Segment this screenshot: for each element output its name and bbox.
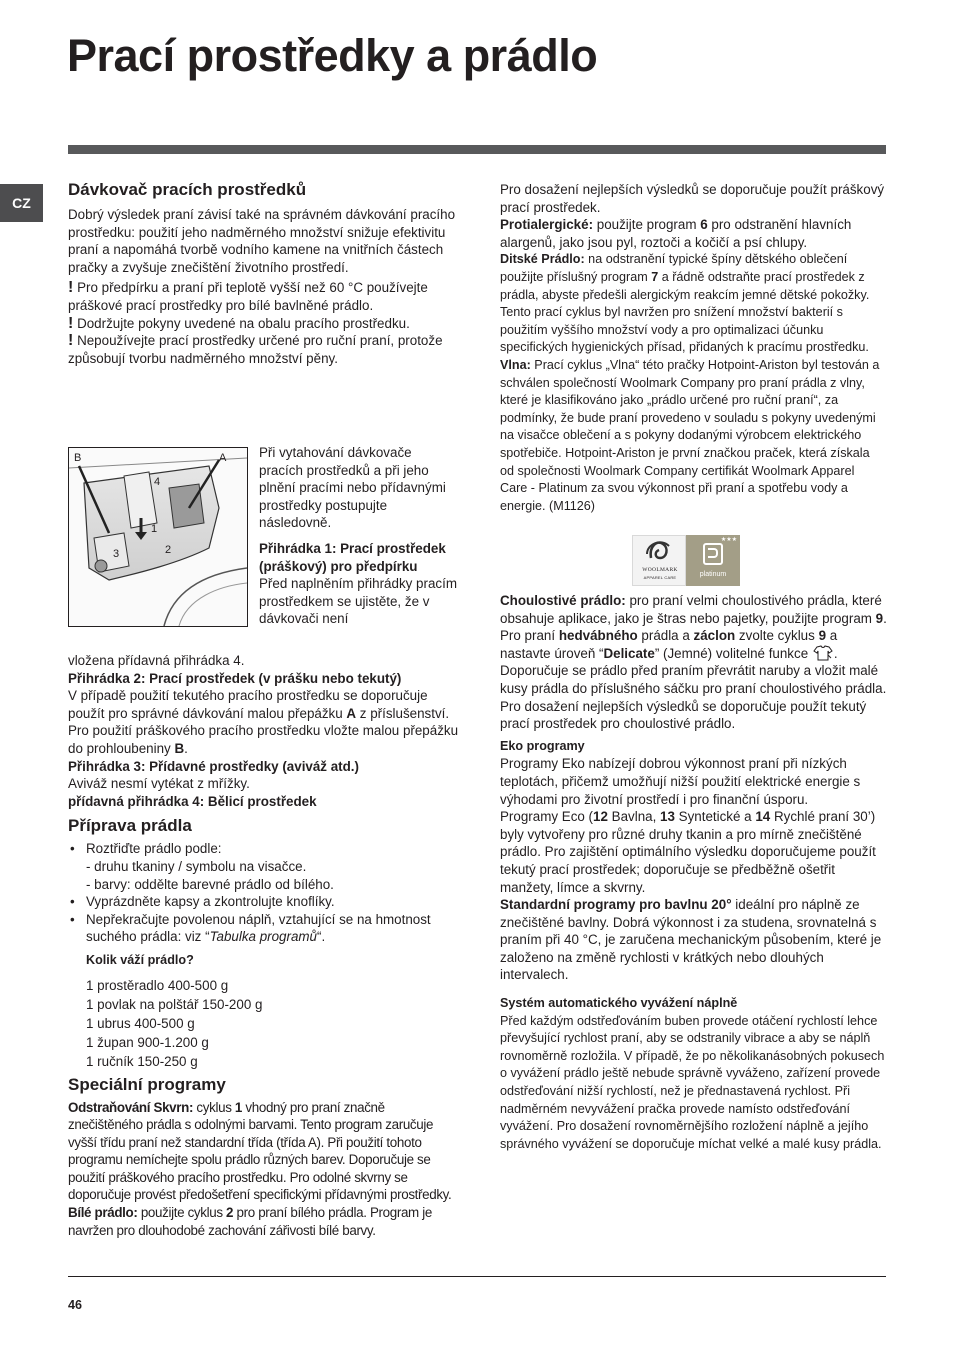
compartment-1-text: Před naplněním přihrádky pracím prostředkem se ujistěte, že v dávkovači není <box>259 576 457 627</box>
weight-item: 1 ručník 150-250 g <box>86 1054 198 1070</box>
compartment-3-title: Přihrádka 3: Přídavné prostředky (aviváž atd.) <box>68 758 359 774</box>
compartment-1-title: Přihrádka 1: Prací prostředek (práškový) pro předpírku <box>259 540 446 574</box>
platinum-logo <box>686 535 740 586</box>
dosing-intro: Dobrý výsledek praní závisí také na správném dávkování pracího prostředku: použití jeho nadměrného množství snižuje efektivitu praní a napomáhá tvorbě vodního kamene na vnitřních částech pračky a zvyšuje znečištění životního prostředí. <box>68 207 456 275</box>
left-column-bottom <box>68 652 460 1239</box>
page-title: Prací prostředky a prádlo <box>67 30 598 81</box>
compartment-2-title: Přihrádka 2: Prací prostředek (v prášku nebo tekutý) <box>68 670 402 686</box>
warning-icon: ! <box>68 279 74 297</box>
compartment-3-text: Aviváž nesmí vytékat z mřížky. <box>68 776 250 792</box>
woolmark-icon <box>633 536 687 566</box>
label-2: 2 <box>165 544 172 556</box>
right-column-top <box>500 181 888 515</box>
delicate-detergent-recommendation: Pro dosažení nejlepších výsledků se doporučuje použít tekutý prací prostředek pro choulostivé prádlo. <box>500 698 867 732</box>
prep-heading: Příprava prádla <box>68 816 192 836</box>
weight-item: 1 ubrus 400-500 g <box>86 1015 195 1031</box>
list-item: • Nepřekračujte povolenou náplň, vztahující se na hmotnost suchého prádla: viz “Tabulka programů“. <box>68 911 460 946</box>
special-heading: Speciální programy <box>68 1074 226 1094</box>
powder-recommendation: Pro dosažení nejlepších výsledků se doporučuje použít práškový prací prostředek. <box>500 182 885 215</box>
delicate-shirt-icon <box>812 645 834 661</box>
warning-3: ! Nepoužívejte prací prostředky určené pro ruční praní, protože způsobují tvorbu nadměrného množství pěny. <box>68 332 443 366</box>
woolmark-logo <box>632 535 686 586</box>
woolmark-platinum-badge <box>632 535 740 586</box>
label-b: B <box>74 452 82 464</box>
antiallergy-program: Protialergické: použijte program 6 pro odstranění hlavních alargenů, jako jsou pyl, roztoči a kočičí a psí chlupy. <box>500 217 852 250</box>
compartment-1-text-end: vložena přídavná přihrádka 4. <box>68 653 245 668</box>
silk-instructions: Pro praní hedvábného prádla a záclon zvolte cyklus 9 a nastavte úroveň “Delicate” (Jemné) volitelné funkce . Doporučuje se prádlo před praním převrátit naruby a vložit malé kusy prádla do příslušného sáčku pro praní choulostivého prádla. <box>500 628 887 696</box>
prep-list <box>68 840 460 946</box>
left-column-top <box>68 179 458 367</box>
language-tab: CZ <box>0 184 43 222</box>
platinum-text: platinum <box>699 571 727 578</box>
right-column-bottom <box>500 592 890 1153</box>
detergent-dispenser-illustration <box>68 447 248 627</box>
page-number: 46 <box>68 1298 83 1312</box>
wool-program: Vlna: Prací cyklus „Vlna“ této pračky Hotpoint-Ariston byl testován a schválen společností Woolmark Company pro praní prádla z vlny, které je klasifikováno jako „prádlo určené pro ruční praní“, za podmínky, že bude praní provedeno v souladu s pokyny uvedenými na visačce oblečení a s pokyny dodanými výrobcem elektrického spotřebiče. Hotpoint-Ariston je první značkou praček, která získala od společnosti Woolmark Company certifikát Woolmark Apparel Care - Platinum za svou výkonnost při praní a spotřebu vody a energie. (M1126) <box>500 357 880 513</box>
figure-side-text <box>259 444 459 628</box>
weights-list <box>68 976 460 1072</box>
warning-icon: ! <box>68 314 74 332</box>
warning-1: ! Pro předpírku a praní při teplotě vyšší než 60 °C používejte práškové prací prostředky pro bílé bavlněné prádlo. <box>68 279 428 313</box>
woolmark-text: WOOLMARK <box>642 567 678 573</box>
list-subitem: - druhu tkaniny / symbolu na visačce. <box>86 858 307 874</box>
warning-icon: ! <box>68 332 74 350</box>
compartment-4-title: přídavná přihrádka 4: Bělicí prostředek <box>68 793 317 809</box>
p-icon <box>703 543 723 565</box>
eco-intro: Programy Eko nabízejí dobrou výkonnost praní při nízkých teplotách, přičemž umožňují nižší použití elektrické energie s výhodami pro životní prostředí i pro finanční úsporu. <box>500 756 861 807</box>
title-rule <box>68 145 886 154</box>
eco-programs: Programy Eco (12 Bavlna, 13 Syntetické a 14 Rychlé praní 30’) byly vytvořeny pro různé druhy tkanin a pro mírně znečištěné prádlo. Pro zajištění optimálního výsledku doporučujeme použít tekutý prací prostředek; doporučuje se předběžně ošetřit manžety, límce a skvrny. <box>500 809 876 895</box>
stain-program: Odstraňování Skvrn: cyklus 1 vhodný pro praní značně znečištěného prádla s odolnými barvami. Tento program zaručuje vyšší třídu praní než standardní třída (třída A). Při použití tohoto programu nemíchejte spolu prádlo různých barev. Doporučuje se použití práškového pracího prostředku. Pro odolné skvrny se doporučuje provést předošetření specifickými přídavnými prostředky. <box>68 1099 452 1203</box>
balance-text: Před každým odstřeďováním buben provede otáčení rychlostí lehce převyšující rychlost praní, aby se odstranily vibrace a aby se náplň rovnoměrně rozložila. V případě, že po několikanásobných pokusech o vyvážení prádlo ještě nebude správně vyváženo, zařízení provede odstřeďování nižší rychlostí, než je přednastavená rychlost. Při nadměrném nevyvážení pračka provede namísto odstřeďování vyvážení. Pro dosažení rovnoměrnějšího rozložení náplně a jejího správného vyvážení se doporučuje míchat velké a malé kusy prádla. <box>500 1013 885 1151</box>
list-item: • Vyprázdněte kapsy a zkontrolujte knoflíky. <box>68 893 460 911</box>
white-program: Bílé prádlo: použijte cyklus 2 pro praní bílého prádla. Program je navržen pro dlouhodobé zachování zářivosti bílé barvy. <box>68 1205 432 1238</box>
label-4: 4 <box>154 476 161 488</box>
weights-heading: Kolik váží prádlo? <box>86 952 194 967</box>
footer-rule <box>68 1276 886 1277</box>
eco-heading: Eko programy <box>500 738 585 753</box>
list-subitem: - barvy: oddělte barevné prádlo od bílého. <box>86 876 334 892</box>
weight-item: 1 župan 900-1.200 g <box>86 1035 209 1051</box>
list-item: • Roztřiďte prádlo podle: - druhu tkaniny / symbolu na visačce. - barvy: oddělte barevné prádlo od bílého. <box>68 840 460 893</box>
baby-program: Ditské Prádlo: na odstranění typické špíny dětského oblečení použijte příslušný program 7 a řádně odstraňte prací prostředek z prádla, abyste předešli alergickým reakcím jemné dětské pokožky. Tento prací cyklus byl navržen pro snížení množství bakterií s použitím vyššího množství vody a pro optimalizaci účunku specifických hygienických přísad, přidaných k pracímu prostředku. <box>500 252 870 355</box>
weight-item: 1 povlak na polštář 150-200 g <box>86 996 263 1012</box>
label-3: 3 <box>113 548 120 560</box>
apparel-care-text: APPAREL CARE <box>643 575 677 580</box>
warning-2: ! Dodržujte pokyny uvedené na obalu pracího prostředku. <box>68 314 410 332</box>
balance-heading: Systém automatického vyvážení náplně <box>500 996 738 1011</box>
dosing-heading: Dávkovač pracích prostředků <box>68 180 307 199</box>
pull-instruction: Při vytahování dávkovače pracích prostředků a při jeho plnění pracími nebo přídavnými prostředky postupujte následovně. <box>259 445 446 531</box>
label-1: 1 <box>151 523 158 535</box>
standard-cotton-20: Standardní programy pro bavlnu 20° ideální pro náplně ze znečištěné bavlny. Dobrá výkonnost i za studena, srovnatelná s praním při 40 °C, je zaručena mechanickým působením, které je založeno na změně rychlosti v krátkých nebo dlouhých intervalech. <box>500 897 882 983</box>
delicate-program: Choulostivé prádlo: pro praní velmi choulostivého prádla, které obsahuje aplikace, jako je štras nebo pajetky, použijte program 9. <box>500 593 887 626</box>
dispenser-drawing <box>69 448 247 626</box>
compartment-2-text: V případě použití tekutého pracího prostředku se doporučuje použít pro správné dávkování malou přepážku A z příslušenství. Pro použití práškového pracího prostředku vložte malou přepážku do prohloubeniny B. <box>68 688 459 756</box>
weight-item: 1 prostěradlo 400-500 g <box>86 977 229 993</box>
stars-icon: ★★★ <box>720 537 737 543</box>
label-a: A <box>219 452 227 464</box>
